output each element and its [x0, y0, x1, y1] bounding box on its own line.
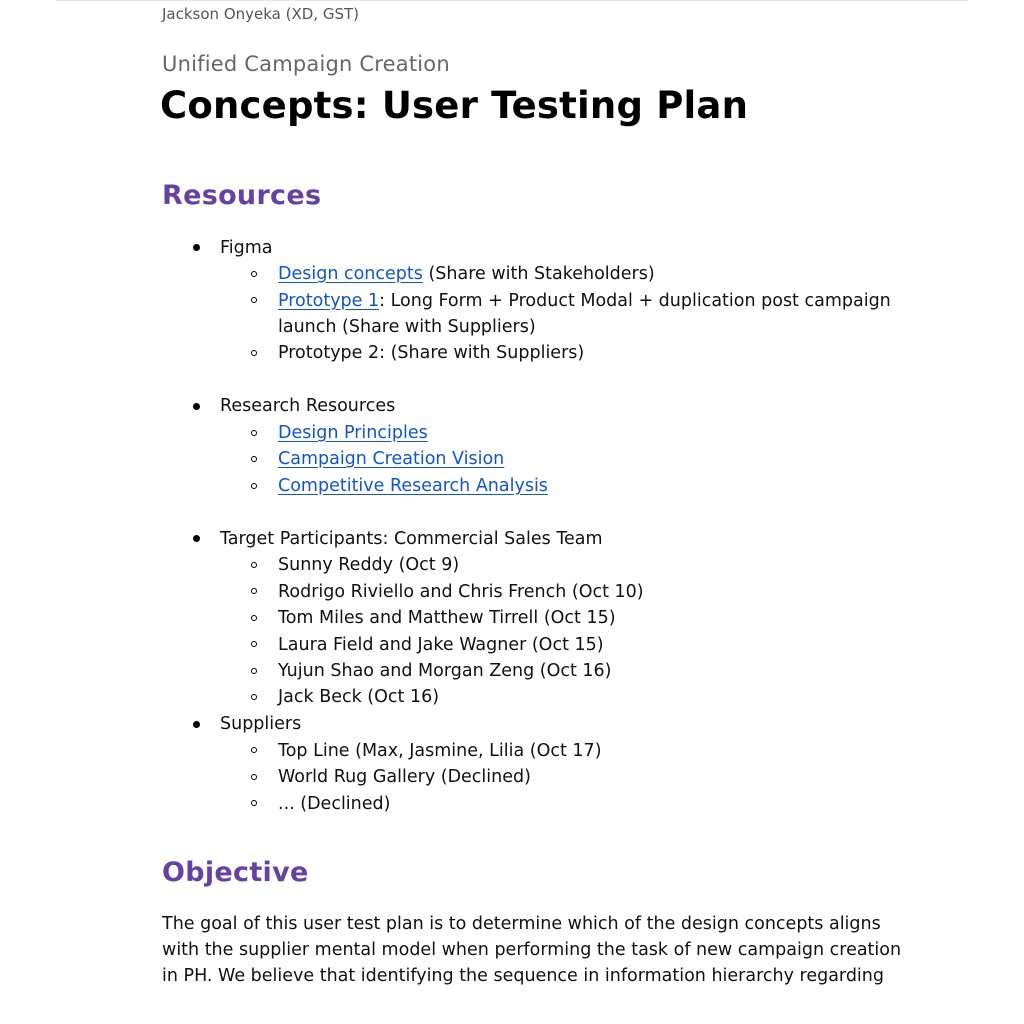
objective-paragraph-line: in PH. We believe that identifying the sequence in information hierarchy regarding [162, 966, 884, 986]
bullet-circle [251, 297, 257, 303]
bullet-dot [193, 403, 200, 410]
top-divider [56, 0, 968, 1]
list-item-research-resources: Research Resources [220, 396, 396, 416]
participant-item: Sunny Reddy (Oct 9) [278, 555, 460, 575]
objective-paragraph-line: The goal of this user test plan is to determine which of the design concepts aligns [162, 914, 881, 934]
list-item-design-principles [278, 422, 428, 444]
list-item-campaign-creation-vision [278, 448, 504, 470]
campaign-creation-vision-link[interactable]: Campaign Creation Vision [278, 449, 505, 469]
bullet-circle [251, 456, 257, 462]
document-title: Concepts: User Testing Plan [160, 84, 749, 127]
supplier-item: ... (Declined) [278, 794, 391, 814]
list-item-design-concepts [278, 263, 655, 285]
prototype-1-note-continued: launch (Share with Suppliers) [278, 317, 536, 337]
participant-item: Jack Beck (Oct 16) [278, 687, 440, 707]
bullet-circle [251, 774, 257, 780]
bullet-circle [251, 694, 257, 700]
bullet-circle [251, 271, 257, 277]
participant-item: Yujun Shao and Morgan Zeng (Oct 16) [278, 661, 612, 681]
bullet-circle [251, 800, 257, 806]
objective-heading: Objective [162, 857, 309, 888]
list-item-target-participants: Target Participants: Commercial Sales Team [220, 529, 603, 549]
competitive-research-analysis-link[interactable]: Competitive Research Analysis [278, 476, 548, 496]
bullet-circle [251, 430, 257, 436]
bullet-circle [251, 483, 257, 489]
bullet-dot [193, 721, 200, 728]
bullet-circle [251, 641, 257, 647]
participant-item: Rodrigo Riviello and Chris French (Oct 10) [278, 582, 644, 602]
design-principles-link[interactable]: Design Principles [278, 423, 428, 443]
prototype-1-link[interactable]: Prototype 1 [278, 291, 380, 311]
bullet-dot [193, 535, 200, 542]
supplier-item: Top Line (Max, Jasmine, Lilia (Oct 17) [278, 741, 602, 761]
list-item-suppliers: Suppliers [220, 714, 302, 734]
bullet-circle [251, 562, 257, 568]
resources-heading: Resources [162, 180, 322, 211]
objective-paragraph-line: with the supplier mental model when performing the task of new campaign creation [162, 940, 902, 960]
prototype-1-note: : Long Form + Product Modal + duplication post campaign [379, 291, 891, 311]
design-concepts-link[interactable]: Design concepts [278, 264, 423, 284]
bullet-dot [193, 244, 200, 251]
list-item-prototype-2: Prototype 2: (Share with Suppliers) [278, 343, 585, 363]
list-item-prototype-1 [278, 290, 891, 312]
bullet-circle [251, 350, 257, 356]
document-subtitle: Unified Campaign Creation [162, 52, 450, 76]
list-item-competitive-research-analysis [278, 475, 548, 497]
bullet-circle [251, 588, 257, 594]
design-concepts-note: (Share with Stakeholders) [422, 264, 655, 284]
bullet-circle [251, 615, 257, 621]
participant-item: Laura Field and Jake Wagner (Oct 15) [278, 635, 604, 655]
bullet-circle [251, 747, 257, 753]
list-item-figma: Figma [220, 238, 273, 258]
supplier-item: World Rug Gallery (Declined) [278, 767, 531, 787]
participant-item: Tom Miles and Matthew Tirrell (Oct 15) [278, 608, 616, 628]
bullet-circle [251, 668, 257, 674]
author-line: Jackson Onyeka (XD, GST) [162, 5, 359, 23]
